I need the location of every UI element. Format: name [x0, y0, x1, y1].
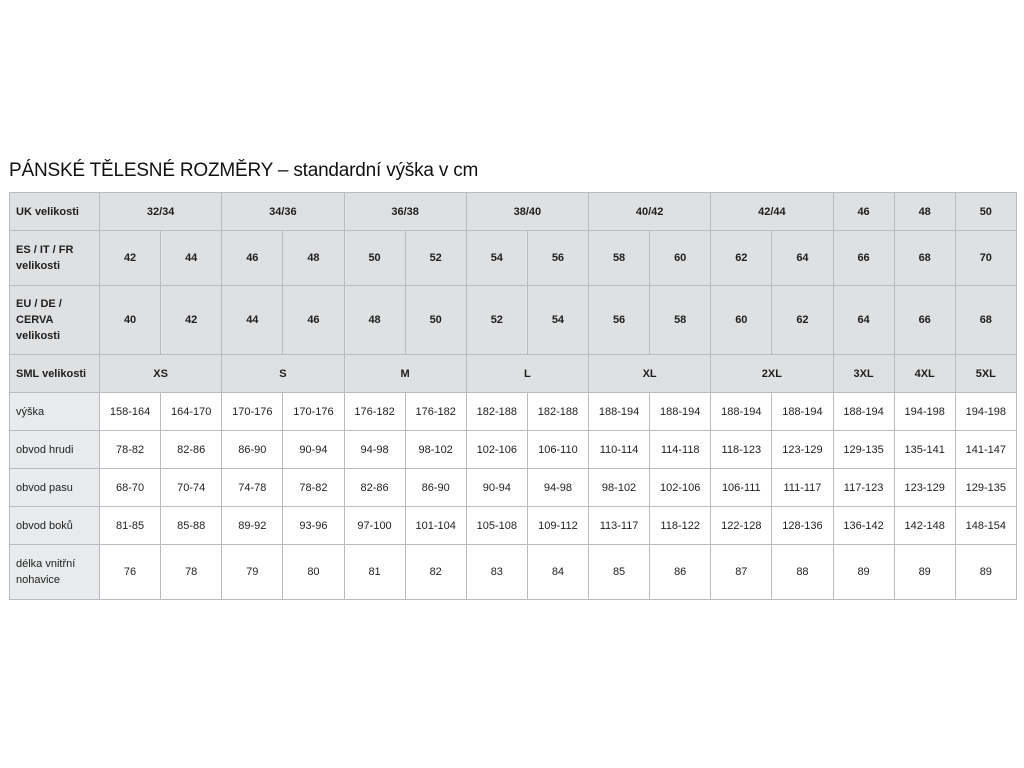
es-size-cell: 66 [833, 231, 894, 286]
sml-size-cell: L [466, 355, 588, 393]
measurement-cell: 128-136 [772, 507, 833, 545]
eu-size-cell: 56 [589, 286, 650, 355]
uk-size-cell: 40/42 [589, 193, 711, 231]
eu-size-cell: 40 [100, 286, 161, 355]
eu-size-cell: 44 [222, 286, 283, 355]
measurement-cell: 123-129 [894, 469, 955, 507]
measurement-cell: 82-86 [161, 431, 222, 469]
inseam-cell: 89 [833, 545, 894, 600]
sml-size-cell: 3XL [833, 355, 894, 393]
sml-size-cell: XL [589, 355, 711, 393]
measurement-cell: 142-148 [894, 507, 955, 545]
measurement-cell: 70-74 [161, 469, 222, 507]
eu-size-cell: 48 [344, 286, 405, 355]
es-size-row [10, 231, 1017, 286]
measurement-cell: 129-135 [833, 431, 894, 469]
measurement-cell: 188-194 [772, 393, 833, 431]
eu-size-cell: 54 [527, 286, 588, 355]
measurement-cell: 102-106 [466, 431, 527, 469]
measurement-cell: 113-117 [589, 507, 650, 545]
measurement-cell: 188-194 [833, 393, 894, 431]
eu-size-cell: 52 [466, 286, 527, 355]
inseam-cell: 87 [711, 545, 772, 600]
es-size-cell: 56 [527, 231, 588, 286]
eu-size-cell: 64 [833, 286, 894, 355]
measurement-cell: 110-114 [589, 431, 650, 469]
measurement-cell: 98-102 [405, 431, 466, 469]
measurement-cell: 68-70 [100, 469, 161, 507]
es-size-cell: 48 [283, 231, 344, 286]
inseam-cell: 86 [650, 545, 711, 600]
eu-size-cell: 42 [161, 286, 222, 355]
uk-size-cell: 46 [833, 193, 894, 231]
inseam-cell: 85 [589, 545, 650, 600]
measurement-cell: 136-142 [833, 507, 894, 545]
uk-size-row [10, 193, 1017, 231]
sml-size-cell: M [344, 355, 466, 393]
measurement-row [10, 431, 1017, 469]
measurement-cell: 194-198 [894, 393, 955, 431]
measurement-cell: 129-135 [955, 469, 1016, 507]
measurement-cell: 182-188 [527, 393, 588, 431]
row-label-sml: SML velikosti [10, 355, 100, 393]
uk-size-cell: 32/34 [100, 193, 222, 231]
es-size-cell: 64 [772, 231, 833, 286]
measurement-cell: 114-118 [650, 431, 711, 469]
row-label-es: ES / IT / FR velikosti [10, 231, 100, 286]
inseam-cell: 89 [894, 545, 955, 600]
measurement-cell: 90-94 [283, 431, 344, 469]
inseam-cell: 80 [283, 545, 344, 600]
es-size-cell: 62 [711, 231, 772, 286]
measurement-row [10, 469, 1017, 507]
eu-size-row [10, 286, 1017, 355]
measurement-cell: 117-123 [833, 469, 894, 507]
uk-size-cell: 38/40 [466, 193, 588, 231]
es-size-cell: 44 [161, 231, 222, 286]
eu-size-cell: 62 [772, 286, 833, 355]
measurement-cell: 158-164 [100, 393, 161, 431]
eu-size-cell: 66 [894, 286, 955, 355]
uk-size-cell: 50 [955, 193, 1016, 231]
measurement-cell: 97-100 [344, 507, 405, 545]
inseam-cell: 79 [222, 545, 283, 600]
measurement-cell: 194-198 [955, 393, 1016, 431]
inseam-cell: 88 [772, 545, 833, 600]
row-label: obvod hrudi [10, 431, 100, 469]
inseam-cell: 89 [955, 545, 1016, 600]
uk-size-cell: 34/36 [222, 193, 344, 231]
inseam-cell: 78 [161, 545, 222, 600]
eu-size-cell: 50 [405, 286, 466, 355]
inseam-cell: 82 [405, 545, 466, 600]
row-label: obvod boků [10, 507, 100, 545]
inseam-cell: 76 [100, 545, 161, 600]
measurement-cell: 176-182 [344, 393, 405, 431]
es-size-cell: 52 [405, 231, 466, 286]
measurement-cell: 118-122 [650, 507, 711, 545]
eu-size-cell: 68 [955, 286, 1016, 355]
measurement-cell: 74-78 [222, 469, 283, 507]
measurement-cell: 98-102 [589, 469, 650, 507]
uk-size-cell: 36/38 [344, 193, 466, 231]
measurement-cell: 109-112 [527, 507, 588, 545]
eu-size-cell: 60 [711, 286, 772, 355]
measurement-cell: 148-154 [955, 507, 1016, 545]
measurement-cell: 141-147 [955, 431, 1016, 469]
sml-size-row [10, 355, 1017, 393]
es-size-cell: 54 [466, 231, 527, 286]
measurement-cell: 188-194 [650, 393, 711, 431]
measurement-cell: 118-123 [711, 431, 772, 469]
inseam-cell: 84 [527, 545, 588, 600]
measurement-cell: 86-90 [222, 431, 283, 469]
measurements-body [10, 393, 1017, 545]
measurement-row [10, 507, 1017, 545]
measurement-cell: 94-98 [527, 469, 588, 507]
row-label-eu: EU / DE / CERVA velikosti [10, 286, 100, 355]
sml-size-cell: 5XL [955, 355, 1016, 393]
es-size-cell: 60 [650, 231, 711, 286]
measurement-cell: 78-82 [283, 469, 344, 507]
es-size-cell: 58 [589, 231, 650, 286]
measurement-cell: 170-176 [222, 393, 283, 431]
measurement-cell: 188-194 [589, 393, 650, 431]
measurement-cell: 182-188 [466, 393, 527, 431]
inseam-cell: 83 [466, 545, 527, 600]
measurement-cell: 135-141 [894, 431, 955, 469]
measurement-cell: 86-90 [405, 469, 466, 507]
es-size-cell: 46 [222, 231, 283, 286]
measurement-cell: 85-88 [161, 507, 222, 545]
es-size-cell: 70 [955, 231, 1016, 286]
row-label: obvod pasu [10, 469, 100, 507]
row-label: výška [10, 393, 100, 431]
es-size-cell: 68 [894, 231, 955, 286]
measurement-cell: 122-128 [711, 507, 772, 545]
size-chart-table [9, 192, 1017, 600]
sml-size-cell: S [222, 355, 344, 393]
measurement-cell: 78-82 [100, 431, 161, 469]
measurement-cell: 105-108 [466, 507, 527, 545]
measurement-cell: 106-110 [527, 431, 588, 469]
sml-size-cell: 4XL [894, 355, 955, 393]
uk-size-cell: 48 [894, 193, 955, 231]
measurement-cell: 102-106 [650, 469, 711, 507]
eu-size-cell: 46 [283, 286, 344, 355]
eu-size-cell: 58 [650, 286, 711, 355]
es-size-cell: 50 [344, 231, 405, 286]
measurement-cell: 111-117 [772, 469, 833, 507]
inseam-row [10, 545, 1017, 600]
uk-size-cell: 42/44 [711, 193, 833, 231]
measurement-cell: 106-111 [711, 469, 772, 507]
measurement-cell: 188-194 [711, 393, 772, 431]
page-title: PÁNSKÉ TĚLESNÉ ROZMĚRY – standardní výška v cm [9, 160, 479, 181]
row-label-uk: UK velikosti [10, 193, 100, 231]
measurement-cell: 101-104 [405, 507, 466, 545]
measurement-cell: 123-129 [772, 431, 833, 469]
sml-size-cell: XS [100, 355, 222, 393]
measurement-cell: 93-96 [283, 507, 344, 545]
sml-size-cell: 2XL [711, 355, 833, 393]
es-size-cell: 42 [100, 231, 161, 286]
measurement-cell: 94-98 [344, 431, 405, 469]
measurement-cell: 176-182 [405, 393, 466, 431]
measurement-cell: 170-176 [283, 393, 344, 431]
measurement-cell: 82-86 [344, 469, 405, 507]
measurement-cell: 90-94 [466, 469, 527, 507]
measurement-row [10, 393, 1017, 431]
row-label-inseam: délka vnitřní nohavice [10, 545, 100, 600]
measurement-cell: 89-92 [222, 507, 283, 545]
measurement-cell: 164-170 [161, 393, 222, 431]
inseam-cell: 81 [344, 545, 405, 600]
measurement-cell: 81-85 [100, 507, 161, 545]
